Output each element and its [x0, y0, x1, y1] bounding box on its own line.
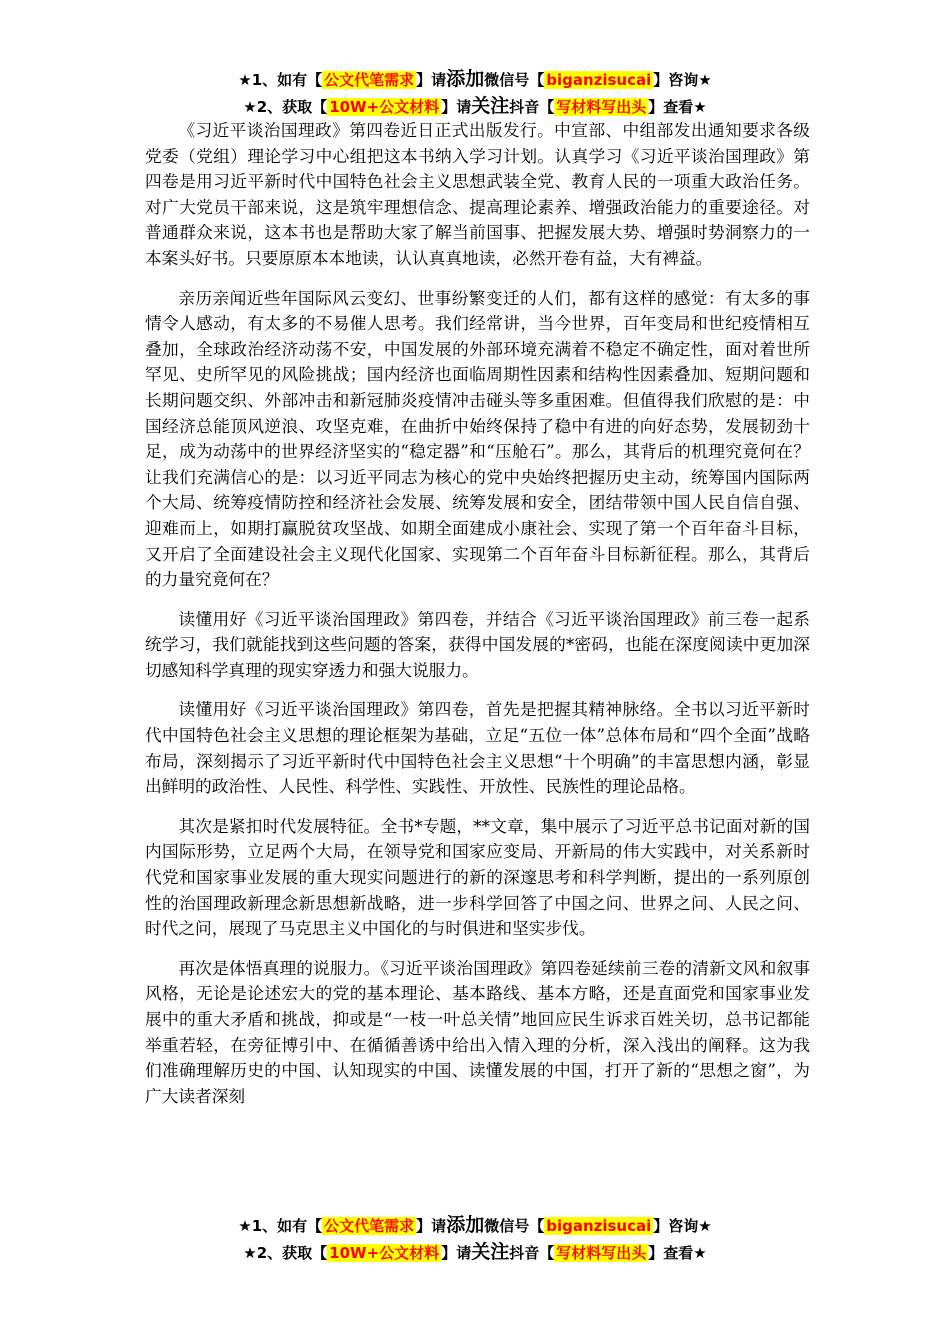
paragraph: 读懂用好《习近平谈治国理政》第四卷，并结合《习近平谈治国理政》前三卷一起系统学习，我们就能找到这些问题的答案，获得中国发展的*密码，也能在深度阅读中更加深切感知科学真理的现实穿透力和强大说服力。	[145, 608, 810, 680]
highlight-text: 写材料写出头	[556, 1244, 647, 1262]
banner-text: 】请	[441, 98, 472, 116]
banner-text: 抖音【	[509, 1244, 555, 1262]
paragraph: 其次是紧扣时代发展特征。全书*专题，**文章，集中展示了习近平总书记面对新的国内国际形势，立足两个大局，在领导党和国家应变局、开新局的伟大实践中，对关系新时代党和国家事业发展的重大现实问题进行的新的深邃思考和科学判断，提出的一系列原创性的治国理政新理念新思想新战略，进一步科学回答了中国之问、世界之问、人民之问、时代之问，展现了马克思主义中国化的与时俱进和坚实步伐。	[145, 815, 810, 939]
paragraph: 亲历亲闻近些年国际风云变幻、世事纷繁变迁的人们，都有这样的感觉：有太多的事情令人感动，有太多的不易催人思考。我们经常讲，当今世界，百年变局和世纪疫情相互叠加，全球政治经济动荡不安，中国发展的外部环境充满着不稳定不确定性，面对着世所罕见、史所罕见的风险挑战；国内经济也面临周期性因素和结构性因素叠加、短期问题和长期问题交织、外部冲击和新冠肺炎疫情冲击碰头等多重困难。但值得我们欣慰的是：中国经济总能顶风逆浪、攻坚克难，在曲折中始终保持了稳中有进的向好态势，发展韧劲十足，成为动荡中的世界经济坚实的“稳定器”和“压舱石”。那么，其背后的机理究竟何在？让我们充满信心的是：以习近平同志为核心的党中央始终把握历史主动，统筹国内国际两个大局、统筹疫情防控和经济社会发展、统筹发展和安全，团结带领中国人民自信自强、迎难而上，如期打赢脱贫攻坚战、如期全面建成小康社会、实现了第一个百年奋斗目标，又开启了全面建设社会主义现代化国家、实现第二个百年奋斗目标新征程。那么，其背后的力量究竟何在？	[145, 287, 810, 590]
banner-text: 添加	[446, 68, 485, 90]
banner-text: ★2、获取【	[243, 98, 328, 116]
article-body	[145, 118, 810, 1168]
header-banner	[0, 66, 950, 120]
banner-text: 】请	[416, 1217, 447, 1235]
highlight-text: 公文代笔需求	[324, 1217, 415, 1235]
banner-text: ★1、如有【	[238, 71, 323, 89]
banner-text: ★1、如有【	[238, 1217, 323, 1235]
banner-line-1	[0, 66, 950, 93]
banner-text: 微信号【	[484, 1217, 545, 1235]
highlight-text: 10W+公文材料	[329, 1244, 440, 1262]
banner-text: 抖音【	[509, 98, 555, 116]
banner-text: 关注	[471, 95, 510, 117]
banner-text: 微信号【	[484, 71, 545, 89]
banner-text: 】咨询★	[653, 71, 712, 89]
banner-text: 】请	[441, 1244, 472, 1262]
highlight-text: biganzisucai	[546, 71, 652, 89]
footer-banner	[0, 1212, 950, 1266]
highlight-text: 写材料写出头	[556, 98, 647, 116]
banner-text: 】查看★	[648, 98, 707, 116]
banner-line-2	[0, 93, 950, 120]
article-text-area	[145, 118, 810, 1168]
banner-line-2	[0, 1239, 950, 1266]
banner-text: 】请	[416, 71, 447, 89]
banner-text: ★2、获取【	[243, 1244, 328, 1262]
banner-text: 关注	[471, 1241, 510, 1263]
banner-text: 添加	[446, 1214, 485, 1236]
highlight-text: 10W+公文材料	[329, 98, 440, 116]
banner-text: 】查看★	[648, 1244, 707, 1262]
highlight-text: biganzisucai	[546, 1217, 652, 1235]
paragraph: 《习近平谈治国理政》第四卷近日正式出版发行。中宣部、中组部发出通知要求各级党委（党组）理论学习中心组把这本书纳入学习计划。认真学习《习近平谈治国理政》第四卷是用习近平新时代中国特色社会主义思想武装全党、教育人民的一项重大政治任务。对广大党员干部来说，这是筑牢理想信念、提高理论素养、增强政治能力的重要途径。对普通群众来说，这本书也是帮助大家了解当前国事、把握发展大势、增强时势洞察力的一本案头好书。只要原原本本地读，认认真真地读，必然开卷有益，大有裨益。	[145, 120, 810, 268]
paragraph: 再次是体悟真理的说服力。《习近平谈治国理政》第四卷延续前三卷的清新文风和叙事风格，无论是论述宏大的党的基本理论、基本路线、基本方略，还是直面党和国家事业发展中的重大矛盾和挑战，抑或是“一枝一叶总关情”地回应民生诉求百姓关切，总书记都能举重若轻，在旁征博引中、在循循善诱中给出入情入理的分析，深入浅出的阐释。这为我们准确理解历史的中国、认知现实的中国、读懂发展的中国，打开了新的“思想之窗”，为广大读者深刻	[145, 957, 810, 1106]
paragraph: 读懂用好《习近平谈治国理政》第四卷，首先是把握其精神脉络。全书以习近平新时代中国特色社会主义思想的理论框架为基础，立足“五位一体”总体布局和“四个全面”战略布局，深刻揭示了习近平新时代中国特色社会主义思想“十个明确”的丰富思想内涵，彰显出鲜明的政治性、人民性、科学性、实践性、开放性、民族性的理论品格。	[145, 699, 810, 797]
highlight-text: 公文代笔需求	[324, 71, 415, 89]
banner-text: 】咨询★	[653, 1217, 712, 1235]
banner-line-1	[0, 1212, 950, 1239]
